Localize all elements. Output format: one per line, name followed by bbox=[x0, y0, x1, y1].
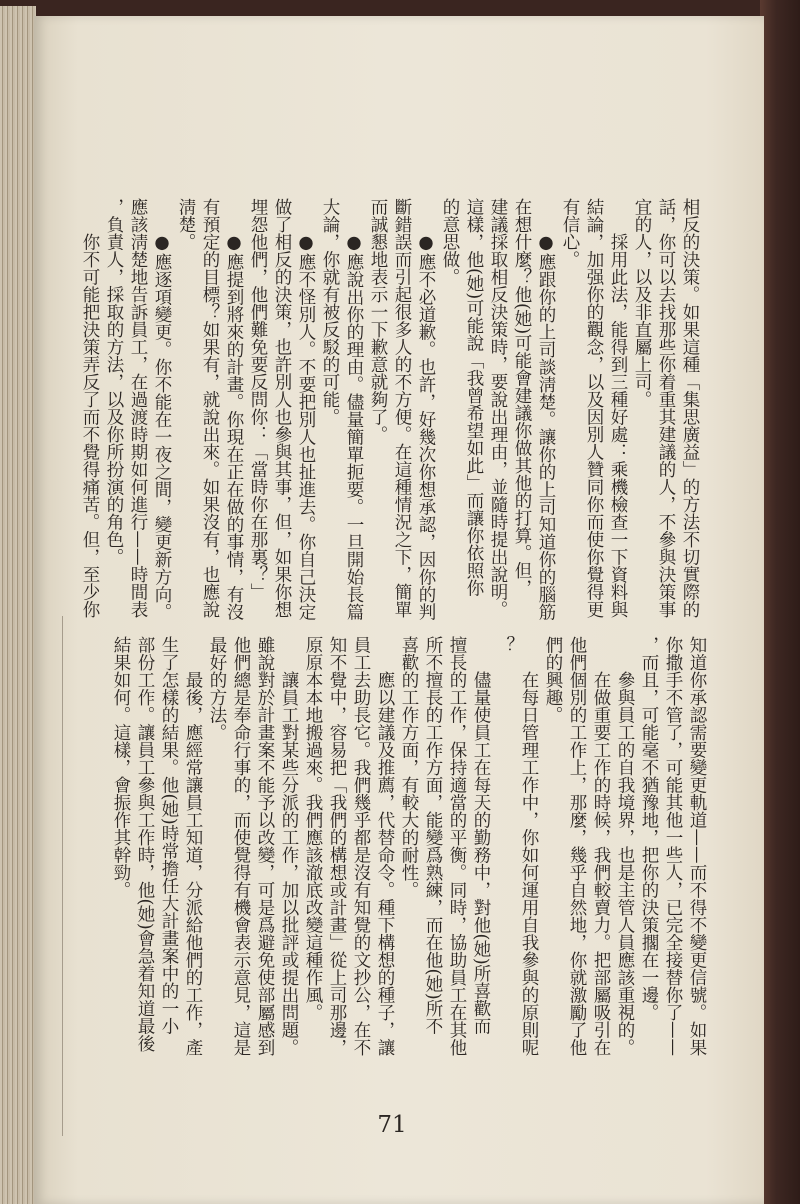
lower-text-block bbox=[109, 636, 709, 1068]
text-column: 有信心。 bbox=[560, 198, 580, 268]
text-column: 最後，應經常讓員工知道，分派給他們的工作，產 bbox=[183, 671, 203, 1056]
page-fold-line bbox=[62, 616, 63, 1136]
text-column: 大論，你就有被反駁的可能。 bbox=[320, 198, 340, 426]
text-column: 喜歡的工作方面，有較大的耐性。 bbox=[399, 636, 419, 899]
text-column: 結論，加强你的觀念，以及因別人贊同你而使你覺得更 bbox=[584, 198, 604, 618]
text-column: 你不可能把決策弄反了而不覺得痛苦。但，至少你 bbox=[80, 233, 100, 618]
text-column: ？ bbox=[495, 636, 515, 654]
text-column: ●應不必道歉。也許，好幾次你想承認，因你的判 bbox=[416, 233, 436, 621]
text-column: ●應說出你的理由。儘量簡單扼要。一旦開始長篇 bbox=[344, 233, 364, 621]
page-number: 71 bbox=[377, 1112, 407, 1138]
text-column: 淸楚。 bbox=[176, 198, 196, 251]
text-column: 採用此法，能得到三種好處：乘機檢查一下資料與 bbox=[608, 233, 628, 618]
text-column: 有預定的目標？如果有，就說出來。如果沒有，也應說 bbox=[200, 198, 220, 618]
text-column: 的意思做。 bbox=[440, 198, 460, 286]
text-column: 宜的人，以及非直屬上司。 bbox=[632, 198, 652, 408]
text-column: 參與員工的自我境界，也是主管人員應該重視的。 bbox=[615, 671, 635, 1056]
text-column: 部份工作。讓員工參與工作時，他(她)會急着知道最後 bbox=[135, 636, 155, 1053]
text-column: 做了相反的決策，也許別人也參與其事，但，如果你想 bbox=[272, 198, 292, 618]
text-column: ●應不怪別人。不要把別人也扯進去。你自己決定 bbox=[296, 233, 316, 621]
text-column: ●應逐項變更。你不能在一夜之間，變更新方向。 bbox=[152, 233, 172, 621]
text-column: 在做重要工作的時候，我們較賣力。把部屬吸引在 bbox=[591, 671, 611, 1056]
text-column: ，而且，可能毫不猶豫地，把你的決策擱在一邊。 bbox=[639, 636, 659, 1021]
text-column: 而誠懇地表示一下歉意就夠了。 bbox=[368, 198, 388, 443]
text-column: ，負責人，採取的方法，以及你所扮演的角色。 bbox=[104, 198, 124, 566]
text-column: 雖說對於計畫案不能予以改變，可是爲避免使部屬感到 bbox=[255, 636, 275, 1056]
text-column: 所不擅長的工作方面，能變爲熟練，而在他(她)所不 bbox=[423, 636, 443, 1035]
upper-text-block bbox=[78, 198, 702, 630]
text-column: 斷錯誤而引起很多人的不方便。在這種情況之下，簡單 bbox=[392, 198, 412, 618]
text-column: 在每日管理工作中，你如何運用自我參與的原則呢 bbox=[519, 671, 539, 1056]
text-column: 結果如何。這樣，會振作其幹勁。 bbox=[111, 636, 131, 899]
book-cover-edge bbox=[760, 0, 800, 1204]
text-column: 最好的方法。 bbox=[207, 636, 227, 741]
text-column: 擅長的工作，保持適當的平衡。同時，協助員工在其他 bbox=[447, 636, 467, 1056]
text-column: 他們總是奉命行事的，而使覺得有機會表示意見，這是 bbox=[231, 636, 251, 1056]
text-column: 員工去助長它。我們幾乎都是沒有知覺的文抄公，在不 bbox=[351, 636, 371, 1056]
text-column: 原原本本地搬過來。我們應該澈底改變這種作風。 bbox=[303, 636, 323, 1021]
text-column: 建議採取相反決策時，要說出理由，並隨時提出說明。 bbox=[488, 198, 508, 618]
text-column: 們的興趣。 bbox=[543, 636, 563, 724]
text-column: 生了怎樣的結果。他(她)時常擔任大計畫案中的一小 bbox=[159, 636, 179, 1035]
text-column: 他們個別的工作上，那麼，幾乎自然地，你就激勵了他 bbox=[567, 636, 587, 1056]
text-column: ●應跟你的上司談淸楚。讓你的上司知道你的腦筋 bbox=[536, 233, 556, 621]
text-column: ●應提到將來的計畫。你現在正在做的事情，有沒 bbox=[224, 233, 244, 621]
text-column: 埋怨他們，他們難免要反問你：「當時你在那裏？」 bbox=[248, 198, 268, 601]
text-column: 在想什麼？他(她)可能會建議你做其他的打算。但， bbox=[512, 198, 532, 597]
text-column: 儘量使員工在每天的勤務中，對他(她)所喜歡而 bbox=[471, 671, 491, 1035]
page-stack-edges bbox=[0, 6, 36, 1204]
text-column: 知不覺中，容易把「我們的構想或計畫」從上司那邊， bbox=[327, 636, 347, 1056]
text-column: 應以建議及推薦，代替命令。種下構想的種子，讓 bbox=[375, 671, 395, 1056]
text-column: 話，你可以去找那些你着重其建議的人，不參與決策事 bbox=[656, 198, 676, 618]
text-column: 你撒手不管了，可能其他一些人，已完全接替你了—— bbox=[663, 636, 683, 1056]
text-column: 讓員工對某些分派的工作，加以批評或提出問題。 bbox=[279, 671, 299, 1056]
text-column: 這樣，他(她)可能說「我曾希望如此」而讓你依照你 bbox=[464, 198, 484, 597]
text-column: 應該淸楚地告訴員工，在過渡時期如何進行——時間表 bbox=[128, 198, 148, 618]
text-column: 相反的決策。如果這種「集思廣益」的方法不切實際的 bbox=[680, 198, 700, 618]
text-column: 知道你承認需要變更軌道——而不得不變更信號。如果 bbox=[687, 636, 707, 1056]
